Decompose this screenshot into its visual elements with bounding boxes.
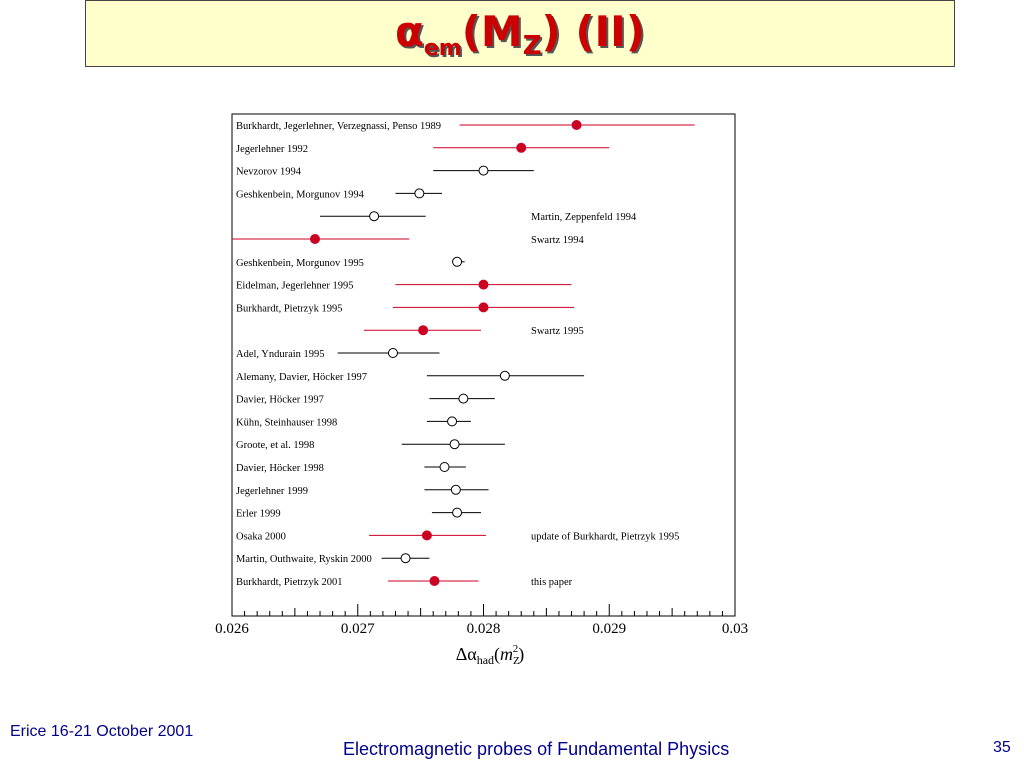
data-point-filled — [517, 143, 526, 152]
row-label: Burkhardt, Pietrzyk 2001 — [236, 577, 343, 588]
data-point-open — [388, 349, 397, 358]
data-point-open — [479, 166, 488, 175]
data-point-open — [450, 440, 459, 449]
data-point-open — [453, 257, 462, 266]
data-point-open — [440, 463, 449, 472]
x-tick-label: 0.03 — [721, 621, 749, 637]
data-point-filled — [479, 303, 488, 312]
row-note: update of Burkhardt, Pietrzyk 1995 — [531, 531, 680, 543]
page-number: 35 — [993, 739, 1011, 756]
row-note: Swartz 1995 — [531, 326, 584, 338]
data-point-open — [459, 394, 468, 403]
x-tick-label: 0.026 — [215, 621, 249, 637]
row-label: Burkhardt, Pietrzyk 1995 — [236, 303, 343, 315]
row-label: Eidelman, Jegerlehner 1995 — [236, 280, 354, 292]
footer-talk-title: Electromagnetic probes of Fundamental Physics — [343, 739, 730, 759]
row-label: Nevzorov 1994 — [236, 166, 302, 178]
row-label: Geshkenbein, Morgunov 1994 — [236, 189, 364, 201]
title-mid: (M — [461, 6, 523, 56]
row-label: Davier, Höcker 1997 — [236, 394, 324, 406]
title-end: ) (II) — [541, 6, 646, 56]
data-point-open — [500, 371, 509, 380]
x-tick-label: 0.029 — [592, 621, 627, 637]
data-point-open — [453, 508, 462, 517]
data-point-filled — [422, 531, 431, 540]
row-label: Erler 1999 — [236, 508, 281, 520]
data-point-open — [370, 212, 379, 221]
row-label: Alemany, Davier, Höcker 1997 — [236, 371, 367, 383]
data-point-filled — [430, 577, 439, 586]
row-label: Davier, Höcker 1998 — [236, 463, 324, 474]
row-label: Martin, Outhwaite, Ryskin 2000 — [236, 554, 372, 566]
data-point-open — [415, 189, 424, 198]
footer-event: Erice 16-21 October 2001 — [10, 723, 194, 740]
x-tick-label: 0.028 — [466, 621, 501, 637]
title-subscript-em: em — [423, 35, 462, 61]
data-point-open — [448, 417, 457, 426]
row-note: this paper — [531, 577, 573, 588]
row-label: Osaka 2000 — [236, 531, 286, 543]
data-point-filled — [310, 235, 319, 244]
row-label: Kühn, Steinhauser 1998 — [236, 417, 338, 429]
row-label: Jegerlehner 1999 — [236, 485, 309, 497]
x-axis-label: $\Delta\alpha_{had}(m_Z2)$ — [455, 643, 525, 667]
row-label: Geshkenbein, Morgunov 1995 — [236, 257, 364, 269]
row-note: Swartz 1994 — [531, 235, 584, 246]
data-point-filled — [572, 121, 581, 130]
data-point-open — [451, 485, 460, 494]
row-label: Burkhardt, Jegerlehner, Verzegnassi, Penso 1989 — [236, 121, 441, 132]
data-point-filled — [479, 280, 488, 289]
row-label: Jegerlehner 1992 — [236, 143, 309, 155]
row-note: Martin, Zeppenfeld 1994 — [531, 212, 637, 224]
x-tick-label: 0.027 — [340, 621, 375, 637]
title-subscript-z: Z — [522, 30, 542, 61]
data-point-open — [401, 554, 410, 563]
row-label: Adel, Yndurain 1995 — [236, 349, 325, 360]
title-alpha: α — [394, 6, 424, 56]
row-label: Groote, et al. 1998 — [236, 440, 315, 452]
data-point-filled — [419, 326, 428, 335]
